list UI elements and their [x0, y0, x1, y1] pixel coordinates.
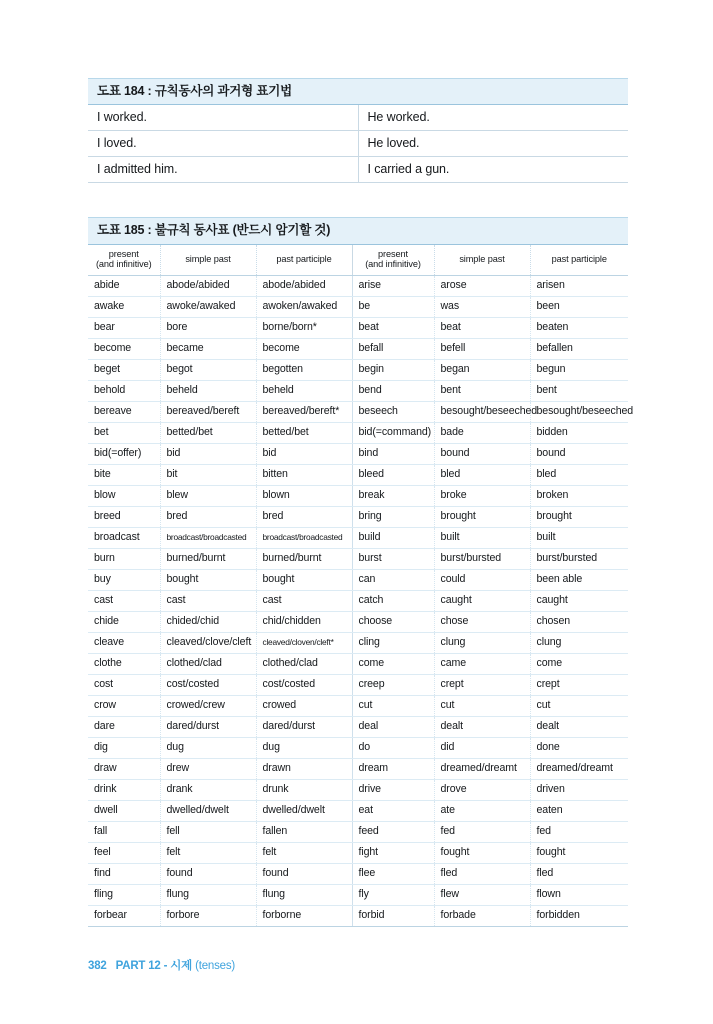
table-cell: draw	[88, 758, 160, 779]
table-cell: bid	[256, 443, 352, 464]
table-cell: fling	[88, 884, 160, 905]
table-cell: dwell	[88, 800, 160, 821]
table-cell: breed	[88, 506, 160, 527]
table-cell: chid/chidden	[256, 611, 352, 632]
table-cell: build	[352, 527, 434, 548]
table-row	[88, 779, 628, 800]
table-cell: forbidden	[530, 905, 628, 926]
table-cell: dreamed/dreamt	[434, 758, 530, 779]
table-cell: came	[434, 653, 530, 674]
table-cell: flung	[160, 884, 256, 905]
table-cell: cost/costed	[256, 674, 352, 695]
table-cell: built	[434, 527, 530, 548]
table-cell: do	[352, 737, 434, 758]
table-cell: drove	[434, 779, 530, 800]
table-row	[88, 653, 628, 674]
table-cell: borne/born*	[256, 317, 352, 338]
table-cell: crowed/crew	[160, 695, 256, 716]
table-cell: ate	[434, 800, 530, 821]
table-cell: clung	[530, 632, 628, 653]
table-cell: burn	[88, 548, 160, 569]
table-cell: eat	[352, 800, 434, 821]
table-row	[88, 716, 628, 737]
table-cell: fly	[352, 884, 434, 905]
table-cell: befell	[434, 338, 530, 359]
table-row	[88, 338, 628, 359]
table-cell: bet	[88, 422, 160, 443]
table-cell: broadcast/broadcasted	[160, 527, 256, 548]
table-cell: bereaved/bereft	[160, 401, 256, 422]
figure-184-caption: 도표 184 : 규칙동사의 과거형 표기법	[88, 78, 628, 105]
table-cell: abode/abided	[256, 275, 352, 296]
table-cell: blew	[160, 485, 256, 506]
table-cell: beseech	[352, 401, 434, 422]
table-cell: bent	[530, 380, 628, 401]
table-cell: brought	[434, 506, 530, 527]
table-cell: begin	[352, 359, 434, 380]
table-cell: fed	[530, 821, 628, 842]
regular-verb-table	[88, 105, 628, 183]
table-row	[88, 380, 628, 401]
table-cell: dug	[160, 737, 256, 758]
table-cell: became	[160, 338, 256, 359]
table-cell: choose	[352, 611, 434, 632]
table-cell: forborne	[256, 905, 352, 926]
table-cell: bend	[352, 380, 434, 401]
table-cell: bought	[256, 569, 352, 590]
table-row	[88, 506, 628, 527]
table-cell: driven	[530, 779, 628, 800]
table-cell: bring	[352, 506, 434, 527]
table-cell: bereave	[88, 401, 160, 422]
figure-184-block	[88, 78, 628, 183]
table-cell: fallen	[256, 821, 352, 842]
table-cell: arisen	[530, 275, 628, 296]
table-cell: been	[530, 296, 628, 317]
column-header-line1: simple past	[185, 254, 231, 265]
table-cell: bade	[434, 422, 530, 443]
table-cell: fall	[88, 821, 160, 842]
table-row	[88, 674, 628, 695]
table-cell: bred	[160, 506, 256, 527]
table-cell: dared/durst	[256, 716, 352, 737]
table-cell: broadcast/broadcasted	[256, 527, 352, 548]
table-cell: He loved.	[358, 131, 628, 157]
table-cell: could	[434, 569, 530, 590]
table-cell: beat	[352, 317, 434, 338]
table-cell: felt	[160, 842, 256, 863]
table-cell: chose	[434, 611, 530, 632]
table-cell: fled	[434, 863, 530, 884]
table-row	[88, 695, 628, 716]
irregular-verb-table	[88, 245, 634, 927]
table-row	[88, 485, 628, 506]
table-row	[88, 317, 628, 338]
table-cell: brought	[530, 506, 628, 527]
column-header	[88, 245, 160, 276]
table-row	[88, 611, 628, 632]
column-header	[160, 245, 256, 276]
table-row	[88, 758, 628, 779]
table-cell: besought/beseeched	[434, 401, 530, 422]
table-cell: built	[530, 527, 628, 548]
table-cell: cost	[88, 674, 160, 695]
table-row	[88, 842, 628, 863]
table-row	[88, 569, 628, 590]
table-cell: cleaved/clove/cleft	[160, 632, 256, 653]
table-row	[88, 527, 628, 548]
table-cell: fought	[434, 842, 530, 863]
table-cell: cling	[352, 632, 434, 653]
table-cell: begot	[160, 359, 256, 380]
table-cell: was	[434, 296, 530, 317]
table-cell: felt	[256, 842, 352, 863]
table-row	[88, 359, 628, 380]
figure-185-caption: 도표 185 : 불규칙 동사표 (반드시 암기할 것)	[88, 217, 628, 244]
column-header	[434, 245, 530, 276]
table-cell: fell	[160, 821, 256, 842]
table-cell: flew	[434, 884, 530, 905]
table-cell: awoken/awaked	[256, 296, 352, 317]
footer-part-label: PART 12 - 시제	[115, 960, 193, 972]
table-cell: broadcast	[88, 527, 160, 548]
table-row	[88, 863, 628, 884]
table-cell: beaten	[530, 317, 628, 338]
table-cell: forbid	[352, 905, 434, 926]
table-cell: burned/burnt	[160, 548, 256, 569]
table-cell: drank	[160, 779, 256, 800]
table-cell: abide	[88, 275, 160, 296]
table-cell: cut	[434, 695, 530, 716]
table-cell: drunk	[256, 779, 352, 800]
column-header-line1: past participle	[551, 254, 607, 265]
table-cell: be	[352, 296, 434, 317]
table-cell: bent	[434, 380, 530, 401]
table-cell: flee	[352, 863, 434, 884]
table-cell: cut	[352, 695, 434, 716]
table-cell: fled	[530, 863, 628, 884]
column-header	[530, 245, 628, 276]
table-cell: come	[352, 653, 434, 674]
table-cell: burst/bursted	[530, 548, 628, 569]
table-cell: dug	[256, 737, 352, 758]
table-cell: dealt	[434, 716, 530, 737]
column-header-line1: present	[108, 248, 139, 259]
table-cell: found	[160, 863, 256, 884]
table-cell: bite	[88, 464, 160, 485]
table-row	[88, 105, 628, 131]
table-row	[88, 632, 628, 653]
table-cell: flown	[530, 884, 628, 905]
table-cell: bit	[160, 464, 256, 485]
table-cell: dared/durst	[160, 716, 256, 737]
table-cell: besought/beseeched	[530, 401, 628, 422]
table-cell: find	[88, 863, 160, 884]
table-cell: arose	[434, 275, 530, 296]
column-header	[352, 245, 434, 276]
table-cell: caught	[530, 590, 628, 611]
table-row	[88, 296, 628, 317]
table-cell: become	[88, 338, 160, 359]
table-row	[88, 131, 628, 157]
table-cell: bound	[530, 443, 628, 464]
column-header-line1: simple past	[459, 254, 505, 265]
table-row	[88, 422, 628, 443]
table-row	[88, 275, 628, 296]
section-spacer	[88, 183, 628, 217]
table-cell: drew	[160, 758, 256, 779]
table-cell: cast	[256, 590, 352, 611]
table-cell: fed	[434, 821, 530, 842]
table-cell: cleave	[88, 632, 160, 653]
table-cell: fought	[530, 842, 628, 863]
table-cell: forbear	[88, 905, 160, 926]
table-cell: beheld	[160, 380, 256, 401]
table-cell: bind	[352, 443, 434, 464]
table-cell: dreamed/dreamt	[530, 758, 628, 779]
table-cell: bled	[530, 464, 628, 485]
table-cell: chided/chid	[160, 611, 256, 632]
table-cell: done	[530, 737, 628, 758]
table-cell: dwelled/dwelt	[160, 800, 256, 821]
table-cell: forbore	[160, 905, 256, 926]
table-cell: clothe	[88, 653, 160, 674]
table-cell: betted/bet	[160, 422, 256, 443]
table-cell: befall	[352, 338, 434, 359]
table-row	[88, 821, 628, 842]
table-cell: become	[256, 338, 352, 359]
table-cell: cut	[530, 695, 628, 716]
table-cell: dream	[352, 758, 434, 779]
table-cell: dealt	[530, 716, 628, 737]
table-cell: bid(=offer)	[88, 443, 160, 464]
table-row	[88, 884, 628, 905]
table-cell: deal	[352, 716, 434, 737]
table-cell: did	[434, 737, 530, 758]
table-cell: bid(=command)	[352, 422, 434, 443]
table-cell: arise	[352, 275, 434, 296]
table-cell: forbade	[434, 905, 530, 926]
table-cell: crow	[88, 695, 160, 716]
table-cell: abode/abided	[160, 275, 256, 296]
table-cell: chosen	[530, 611, 628, 632]
table-cell: began	[434, 359, 530, 380]
table-cell: bereaved/bereft*	[256, 401, 352, 422]
table-cell: burned/burnt	[256, 548, 352, 569]
table-cell: betted/bet	[256, 422, 352, 443]
table-cell: blow	[88, 485, 160, 506]
table-cell: feed	[352, 821, 434, 842]
table-cell: buy	[88, 569, 160, 590]
table-cell: fight	[352, 842, 434, 863]
table-cell: dwelled/dwelt	[256, 800, 352, 821]
table-cell: cast	[88, 590, 160, 611]
table-cell: clothed/clad	[256, 653, 352, 674]
table-cell: bidden	[530, 422, 628, 443]
table-cell: beat	[434, 317, 530, 338]
table-cell: burst	[352, 548, 434, 569]
table-cell: drive	[352, 779, 434, 800]
table-cell: bitten	[256, 464, 352, 485]
table-cell: bound	[434, 443, 530, 464]
table-cell: bid	[160, 443, 256, 464]
table-cell: broken	[530, 485, 628, 506]
table-cell: bore	[160, 317, 256, 338]
table-cell: I carried a gun.	[358, 157, 628, 183]
column-header-line1: present	[378, 248, 408, 259]
table-cell: bear	[88, 317, 160, 338]
table-cell: clung	[434, 632, 530, 653]
table-cell: chide	[88, 611, 160, 632]
table-row	[88, 401, 628, 422]
table-cell: creep	[352, 674, 434, 695]
page-footer	[88, 957, 235, 973]
table-row	[88, 157, 628, 183]
table-row	[88, 905, 628, 926]
table-row	[88, 464, 628, 485]
table-cell: found	[256, 863, 352, 884]
table-cell: I loved.	[88, 131, 358, 157]
table-cell: beget	[88, 359, 160, 380]
table-cell: bleed	[352, 464, 434, 485]
table-cell: cleaved/cloven/cleft*	[256, 632, 352, 653]
table-cell: begun	[530, 359, 628, 380]
figure-185-block	[88, 217, 634, 927]
table-cell: can	[352, 569, 434, 590]
table-row	[88, 800, 628, 821]
table-cell: awoke/awaked	[160, 296, 256, 317]
table-cell: I worked.	[88, 105, 358, 131]
table-cell: crowed	[256, 695, 352, 716]
table-cell: begotten	[256, 359, 352, 380]
table-cell: eaten	[530, 800, 628, 821]
page-content	[88, 78, 634, 927]
table-cell: cast	[160, 590, 256, 611]
table-cell: befallen	[530, 338, 628, 359]
column-header	[256, 245, 352, 276]
table-cell: been able	[530, 569, 628, 590]
table-cell: drink	[88, 779, 160, 800]
footer-part-sub: (tenses)	[195, 960, 236, 972]
table-cell: caught	[434, 590, 530, 611]
table-cell: catch	[352, 590, 434, 611]
page-number: 382	[88, 960, 107, 972]
table-cell: burst/bursted	[434, 548, 530, 569]
table-row	[88, 443, 628, 464]
table-cell: dare	[88, 716, 160, 737]
table-cell: crept	[434, 674, 530, 695]
table-cell: I admitted him.	[88, 157, 358, 183]
table-cell: come	[530, 653, 628, 674]
table-cell: bled	[434, 464, 530, 485]
table-cell: bred	[256, 506, 352, 527]
table-cell: dig	[88, 737, 160, 758]
column-header-line2: (and infinitive)	[365, 259, 421, 270]
table-cell: flung	[256, 884, 352, 905]
table-cell: drawn	[256, 758, 352, 779]
table-cell: clothed/clad	[160, 653, 256, 674]
table-cell: crept	[530, 674, 628, 695]
table-row	[88, 737, 628, 758]
table-cell: blown	[256, 485, 352, 506]
table-row	[88, 548, 628, 569]
column-header-line1: past participle	[276, 254, 332, 265]
table-cell: behold	[88, 380, 160, 401]
table-cell: feel	[88, 842, 160, 863]
column-header-line2: (and infinitive)	[95, 259, 152, 270]
table-cell: cost/costed	[160, 674, 256, 695]
table-cell: bought	[160, 569, 256, 590]
table-cell: beheld	[256, 380, 352, 401]
table-cell: break	[352, 485, 434, 506]
table-header-row	[88, 245, 628, 276]
table-cell: He worked.	[358, 105, 628, 131]
table-cell: broke	[434, 485, 530, 506]
table-row	[88, 590, 628, 611]
table-cell: awake	[88, 296, 160, 317]
